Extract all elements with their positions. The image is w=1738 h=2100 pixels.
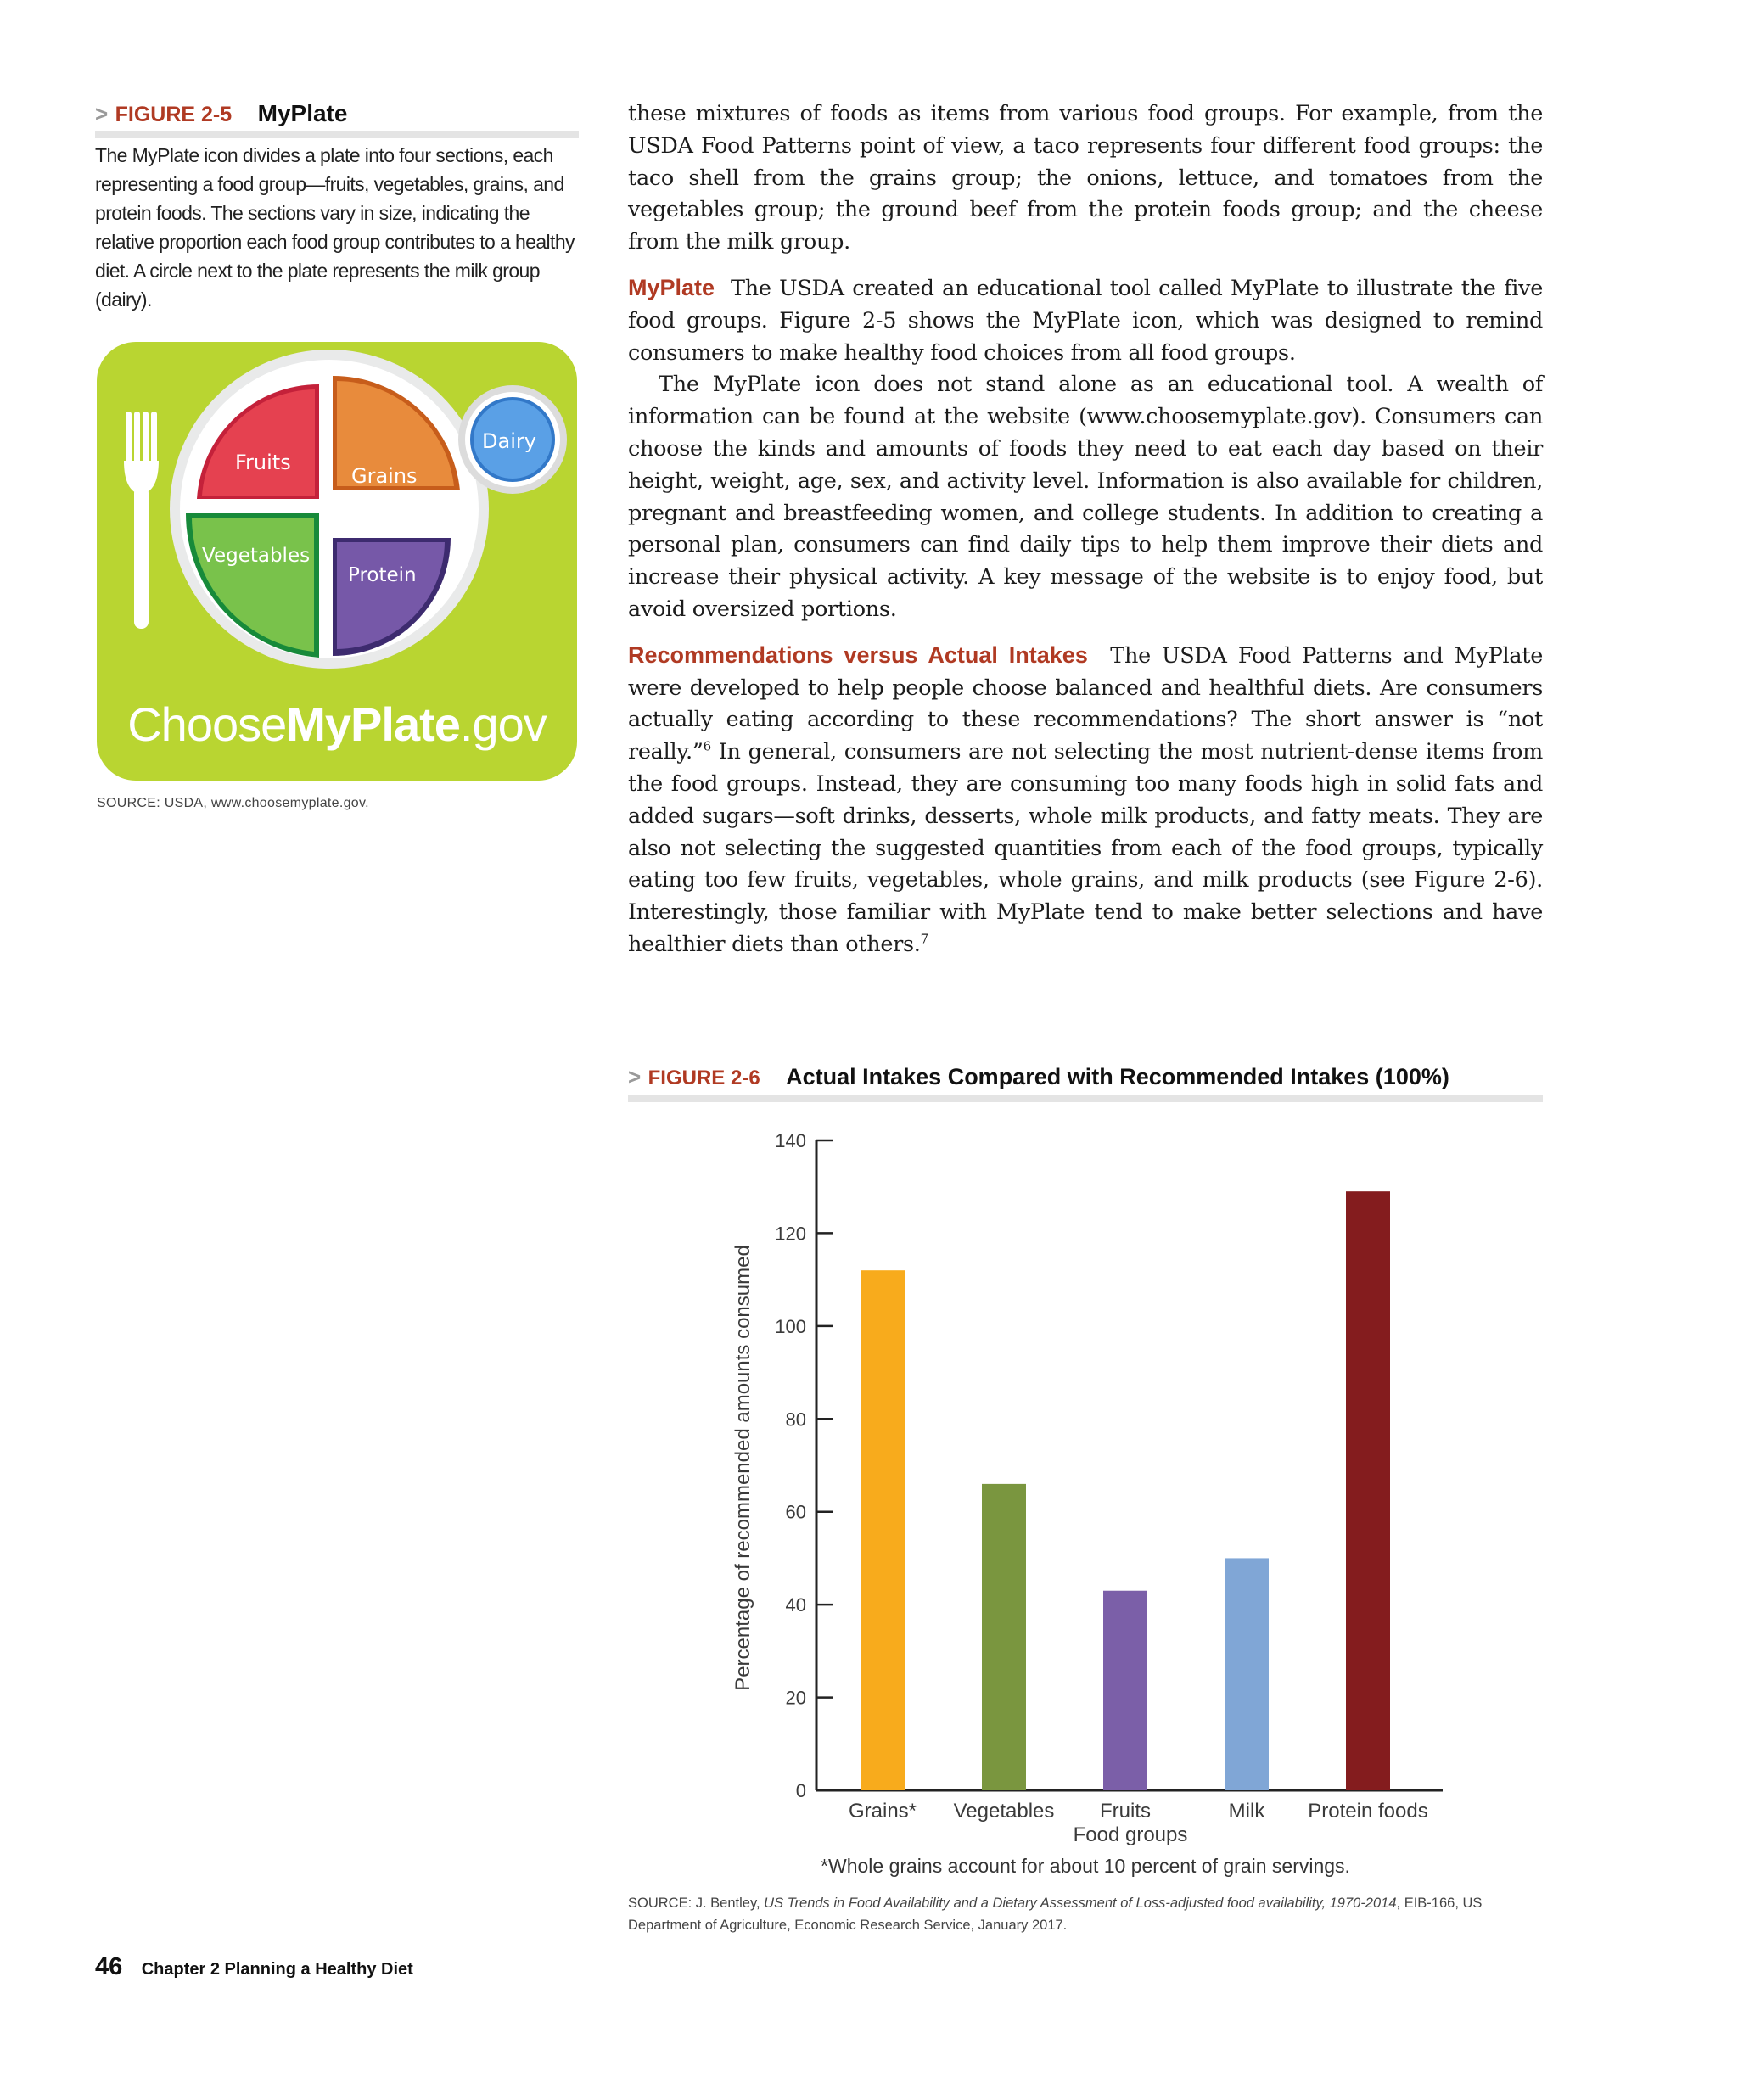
x-tick-label: Vegetables [953,1800,1055,1823]
protein-label: Protein [348,564,417,586]
myplate-heading: MyPlate [628,274,715,300]
figure-title: Actual Intakes Compared with Recommended Intakes (100%) [786,1064,1449,1089]
bar-milk [1225,1558,1269,1790]
figure-2-6-footnote: *Whole grains account for about 10 percent of grain servings. [821,1855,1350,1877]
grains-label: Grains [351,464,418,488]
y-tick-label: 60 [785,1501,806,1523]
figure-number: FIGURE 2-5 [115,103,233,126]
page-number: 46 [95,1953,123,1980]
paragraph-taco: these mixtures of foods as items from various food groups. For example, from the USDA Food Patterns point of view, a taco represents four different food groups: the taco shell from the grains group; the onions, lettuce, and tomatoes from the vegetables group; the ground beef from the protein foods group; and the cheese from the milk group. [628,101,1543,255]
paragraph-myplate: MyPlate The USDA created an educational tool called MyPlate to illustrate the five food groups. Figure 2-5 shows the MyPlate icon, which was designed to remind consumers to make healthy food choices from all food groups. [628,274,1543,366]
bar-chart [628,1103,1543,1850]
y-axis-label: Percentage of recommended amounts consumed [732,1245,754,1691]
fork-icon [124,412,159,629]
x-tick-label: Fruits [1100,1800,1151,1823]
figure-2-6-header [628,1064,1543,1102]
y-tick-label: 0 [795,1780,806,1801]
y-tick-label: 40 [785,1594,806,1616]
figure-marker: > [628,1064,642,1089]
footnote-ref-6: 6 [703,738,711,754]
figure-2-5-source: SOURCE: USDA, www.choosemyplate.gov. [97,796,369,810]
myplate-icon [97,342,577,781]
y-tick-label: 20 [785,1687,806,1709]
page-footer [95,1953,413,1981]
fruits-label: Fruits [235,451,291,474]
x-tick-label: Milk [1228,1800,1265,1823]
figure-2-6-source: SOURCE: J. Bentley, US Trends in Food Availability and a Dietary Assessment of Loss-adjusted food availability, 1970-2014, EIB-166, US Department of Agriculture, Economic Research Service, January 2017. [628,1896,1483,1933]
x-axis-label: Food groups [1073,1823,1188,1846]
bar-fruits [1103,1591,1147,1790]
y-tick-label: 80 [785,1408,806,1431]
y-tick-label: 140 [775,1130,806,1151]
y-tick-label: 120 [775,1223,806,1245]
x-tick-label: Grains* [848,1800,917,1823]
choosemyplate-logo: ChooseMyPlate.gov [127,697,547,751]
recommendations-heading: Recommendations versus Actual Intakes [628,641,1088,668]
dairy-label: Dairy [482,429,536,453]
bar-grains [861,1270,905,1790]
paragraph-website: The MyPlate icon does not stand alone as an educational tool. A wealth of information can be found at the website (www.choosemyplate.gov). Consumers can choose the kinds and amounts of foods they need to eat each day based on their height, weight, age, sex, and activity level. Information is also available for children, pregnant and breastfeeding women, and college students. In addition to creating a personal plan, consumers can find daily tips to help them improve their diets and increase their physical activity. A key message of the website is to enjoy food, but avoid oversized portions. [628,372,1543,622]
body-text [628,98,1543,961]
figure-title: MyPlate [257,100,348,126]
footnote-ref-7: 7 [920,931,928,947]
figure-marker: > [95,101,109,126]
figure-2-5-caption: The MyPlate icon divides a plate into four sections, each representing a food group—fruits, vegetables, grains, and protein foods. The sections vary in size, indicating the relative proportion each food group contributes to a healthy diet. A circle next to the plate represents the milk group (dairy). [95,144,575,311]
bar-vegetables [982,1484,1026,1790]
figure-2-5-header [95,100,579,138]
paragraph-recommendations: Recommendations versus Actual Intakes The USDA Food Patterns and MyPlate were developed to help people choose balanced and healthful diets. Are consumers actually eating according to these recommendations? The short answer is “not really.”$^6$ In general, consumers are not selecting the most nutrient-dense items from the food groups. Instead, they are consuming too many foods high in solid fats and added sugars—soft drinks, desserts, whole milk products, and fatty meats. They are also not selecting the suggested quantities from each of the food groups, typically eating too few fruits, vegetables, whole grains, and milk products (see Figure 2-6). Interestingly, those familiar with MyPlate tend to make better selections and have healthier diets than others.$^7$ [628,641,1543,957]
chapter-title: Chapter 2 Planning a Healthy Diet [141,1960,413,1979]
figure-number: FIGURE 2-6 [648,1067,760,1089]
y-tick-label: 100 [775,1315,806,1337]
vegetables-label: Vegetables [202,545,311,567]
bar-protein-foods [1346,1191,1390,1790]
x-tick-label: Protein foods [1308,1800,1428,1823]
